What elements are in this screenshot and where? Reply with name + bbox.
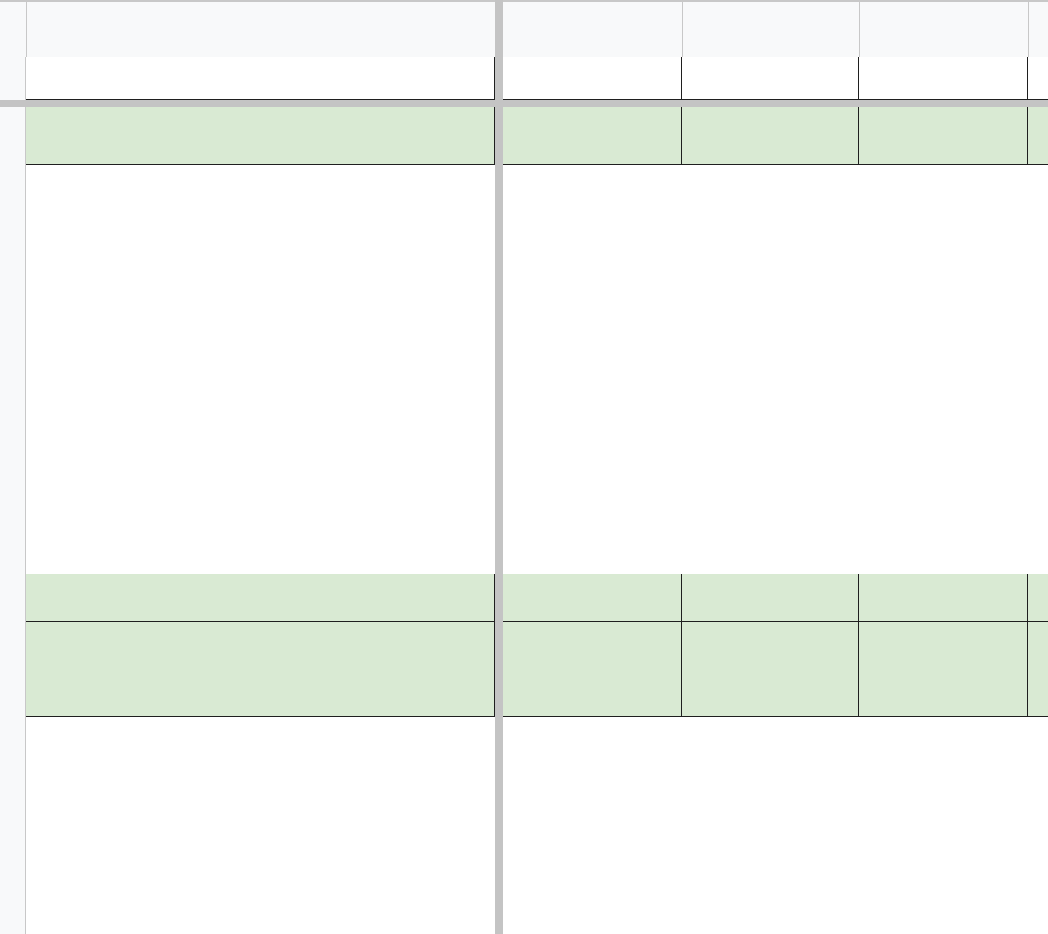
select-all-corner[interactable]: [0, 2, 27, 57]
cell-d[interactable]: [859, 107, 1028, 165]
row-header-bar: [0, 57, 26, 934]
section-row: [26, 107, 1048, 165]
cell-e[interactable]: [1028, 107, 1048, 165]
cell-b[interactable]: [503, 574, 682, 622]
cell-c[interactable]: [682, 574, 859, 622]
column-header-a[interactable]: [26, 2, 496, 57]
cell-c[interactable]: [682, 622, 859, 717]
section-row: [26, 622, 1048, 717]
column-header-d[interactable]: [859, 2, 1029, 57]
cell-d[interactable]: [859, 574, 1028, 622]
column-header-b[interactable]: [503, 2, 683, 57]
section-row: [26, 574, 1048, 622]
cell-e[interactable]: [1028, 57, 1048, 100]
column-header-bar: [0, 0, 1048, 57]
section-title-vk-target[interactable]: [26, 622, 495, 717]
cell-c-header[interactable]: [682, 57, 859, 100]
cell-d[interactable]: [859, 622, 1028, 717]
frozen-row-divider[interactable]: [0, 100, 1048, 107]
table-row: [26, 57, 1048, 100]
cell-e[interactable]: [1028, 622, 1048, 717]
section-title-ad-budget[interactable]: [26, 574, 495, 622]
cell-b[interactable]: [503, 107, 682, 165]
cell-b[interactable]: [503, 622, 682, 717]
cell-a-header[interactable]: [26, 57, 495, 100]
cell-d-header[interactable]: [859, 57, 1028, 100]
section-title-key-metrics[interactable]: [26, 107, 495, 165]
column-header-c[interactable]: [682, 2, 860, 57]
cell-b-header[interactable]: [503, 57, 682, 100]
frozen-column-divider[interactable]: [495, 0, 503, 934]
cell-c[interactable]: [682, 107, 859, 165]
cell-e[interactable]: [1028, 574, 1048, 622]
